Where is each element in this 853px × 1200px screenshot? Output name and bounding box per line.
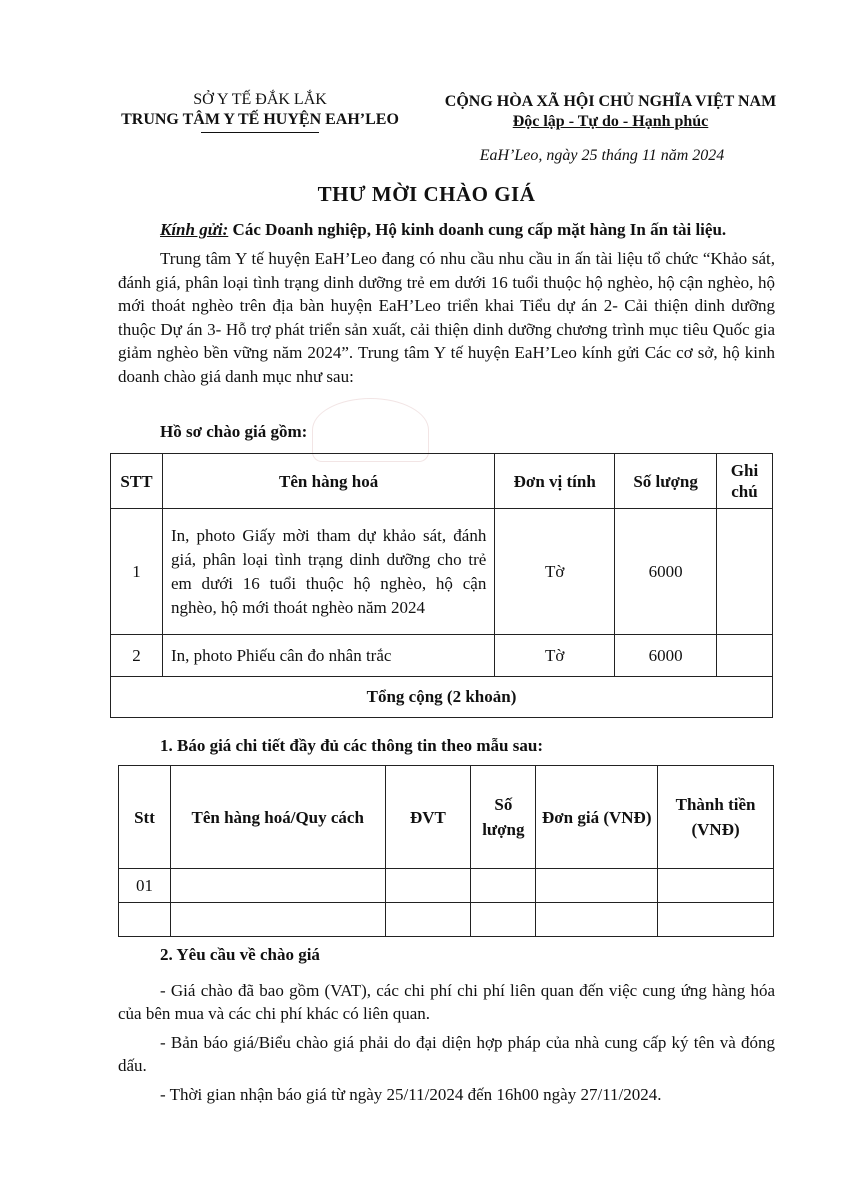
col-stt: Stt xyxy=(119,766,171,869)
col-item-name: Tên hàng hoá xyxy=(162,454,494,509)
row-note xyxy=(717,635,773,677)
row-stt: 01 xyxy=(119,869,171,903)
empty-cell xyxy=(471,869,536,903)
col-stt: STT xyxy=(111,454,163,509)
row-stt: 1 xyxy=(111,509,163,635)
empty-cell xyxy=(385,903,471,937)
col-unit-price: Đơn giá (VNĐ) xyxy=(536,766,658,869)
quotation-template-table xyxy=(118,765,774,937)
total-label: Tổng cộng (2 khoản) xyxy=(111,677,773,718)
items-table xyxy=(110,453,773,718)
national-motto: Độc lập - Tự do - Hạnh phúc xyxy=(512,113,709,130)
issue-date: EaH’Leo, ngày 25 tháng 11 năm 2024 xyxy=(479,147,725,164)
dossier-heading: Hồ sơ chào giá gồm: xyxy=(160,422,308,441)
items-table-header xyxy=(111,454,773,509)
recipient-label: Kính gửi: xyxy=(160,220,229,239)
col-unit: Đơn vị tính xyxy=(495,454,615,509)
total-row xyxy=(111,677,773,718)
document-title: THƯ MỜI CHÀO GIÁ xyxy=(317,182,536,206)
col-item-spec: Tên hàng hoá/Quy cách xyxy=(170,766,385,869)
col-quantity: Số lượng xyxy=(615,454,717,509)
issuing-unit: TRUNG TÂM Y TẾ HUYỆN EAH’LEO xyxy=(121,111,399,128)
row-stt xyxy=(119,903,171,937)
row-stt: 2 xyxy=(111,635,163,677)
quotation-table-header xyxy=(119,766,774,869)
col-note: Ghi chú xyxy=(717,454,773,509)
empty-cell xyxy=(536,869,658,903)
row-quantity: 6000 xyxy=(615,635,717,677)
row-item-name: In, photo Giấy mời tham dự khảo sát, đánh giá, phân loại tình trạng dinh dưỡng cho trẻ em dưới 16 tuổi thuộc hộ nghèo, hộ cận nghèo, hộ mới thoát nghèo năm 2024 xyxy=(162,509,494,635)
intro-paragraph: Trung tâm Y tế huyện EaH’Leo đang có nhu cầu nhu cầu in ấn tài liệu tổ chức “Khảo sát, đánh giá, phân loại tình trạng dinh dưỡng trẻ em dưới 16 tuổi thuộc hộ nghèo, hộ cận nghèo, hộ mới thoát nghèo trên địa bàn huyện EaH’Leo triển khai Tiểu dự án 2- Cải thiện dinh dưỡng thuộc Dự án 3- Hỗ trợ phát triển sản xuất, cải thiện dinh dưỡng chương trình mục tiêu Quốc gia giảm nghèo bền vững năm 2024”. Trung tâm Y tế huyện EaH’Leo kính gửi Các cơ sở, hộ kinh doanh chào giá danh mục như sau: xyxy=(118,249,775,386)
empty-cell xyxy=(170,869,385,903)
republic-name: CỘNG HÒA XÃ HỘI CHỦ NGHĨA VIỆT NAM xyxy=(444,93,777,110)
row-unit: Tờ xyxy=(495,635,615,677)
requirement-item: - Bản báo giá/Biểu chào giá phải do đại diện hợp pháp của nhà cung cấp ký tên và đóng dấu. xyxy=(118,1033,775,1075)
table-row xyxy=(111,635,773,677)
recipient-line xyxy=(160,220,800,240)
empty-cell xyxy=(536,903,658,937)
empty-cell xyxy=(658,869,774,903)
row-note xyxy=(717,509,773,635)
issuing-agency-block xyxy=(105,90,415,133)
agency-underline xyxy=(201,132,319,133)
row-item-name: In, photo Phiếu cân đo nhân trắc xyxy=(162,635,494,677)
requirement-item: - Thời gian nhận báo giá từ ngày 25/11/2024 đến 16h00 ngày 27/11/2024. xyxy=(160,1085,662,1104)
row-unit: Tờ xyxy=(495,509,615,635)
empty-cell xyxy=(658,903,774,937)
table-row xyxy=(119,903,774,937)
empty-cell xyxy=(471,903,536,937)
parent-agency: SỞ Y TẾ ĐẮK LẮK xyxy=(193,91,327,108)
empty-cell xyxy=(385,869,471,903)
section-1-heading: 1. Báo giá chi tiết đầy đủ các thông tin theo mẫu sau: xyxy=(160,736,543,755)
requirement-item: - Giá chào đã bao gồm (VAT), các chi phí chi phí liên quan đến việc cung ứng hàng hóa của bên mua và các chi phí khác có liên quan. xyxy=(118,981,775,1023)
recipient-text: Các Doanh nghiệp, Hộ kinh doanh cung cấp mặt hàng In ấn tài liệu. xyxy=(232,220,727,239)
col-amount: Thành tiền (VNĐ) xyxy=(658,766,774,869)
col-quantity: Số lượng xyxy=(471,766,536,869)
row-quantity: 6000 xyxy=(615,509,717,635)
table-row xyxy=(119,869,774,903)
national-header-block xyxy=(428,92,793,132)
col-unit: ĐVT xyxy=(385,766,471,869)
empty-cell xyxy=(170,903,385,937)
table-row xyxy=(111,509,773,635)
section-2-heading: 2. Yêu cầu về chào giá xyxy=(160,945,320,964)
